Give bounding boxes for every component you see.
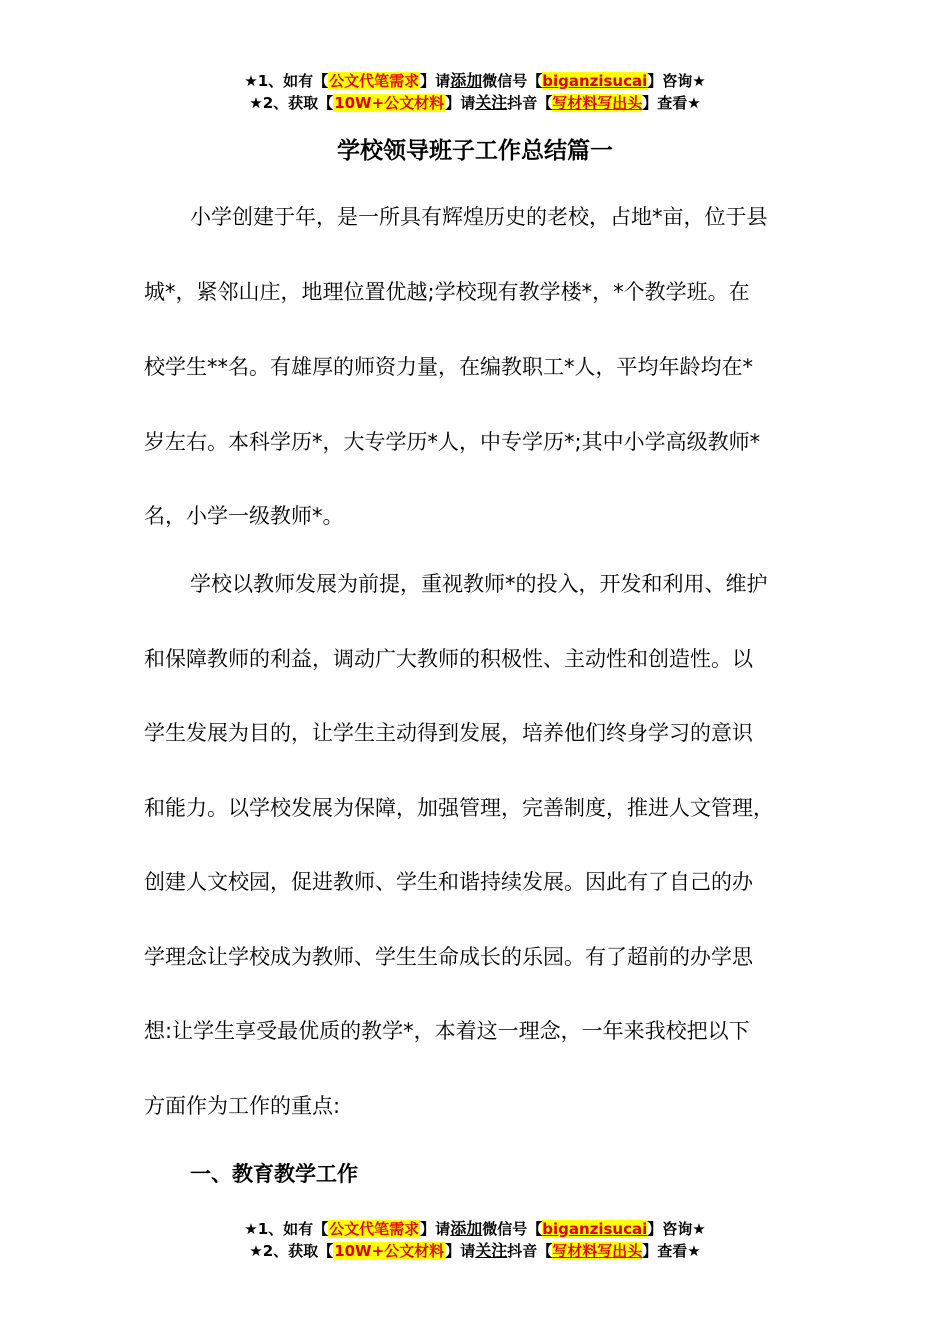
wechat-id-link[interactable]: biganzisucai: [542, 1220, 648, 1238]
banner-text: ★1、如有【: [244, 1220, 329, 1238]
paragraph-line: 岁左右。本科学历*，大专学历*人，中专学历*;其中小学高级教师*: [144, 430, 761, 454]
banner-text: 】请: [445, 1242, 476, 1260]
banner-line-1: [0, 70, 950, 92]
paragraph-line: 创建人文校园，促进教师、学生和谐持续发展。因此有了自己的办: [144, 870, 753, 894]
banner-line-2: [0, 92, 950, 114]
banner-text: 】查看★: [642, 1242, 701, 1260]
highlight-materials: 10W+公文材料: [334, 1242, 445, 1260]
banner-text: 微信号【: [482, 1220, 543, 1238]
banner-text: ★2、获取【: [249, 1242, 334, 1260]
banner-emphasis: 关注: [475, 93, 508, 112]
banner-emphasis: 添加: [450, 1219, 483, 1238]
banner-text: 抖音【: [507, 1242, 553, 1260]
paragraph-line: 小学创建于年，是一所具有辉煌历史的老校，占地*亩，位于县: [190, 205, 768, 229]
paragraph-line: 名，小学一级教师*。: [144, 504, 344, 528]
document-title: 学校领导班子工作总结篇一: [337, 138, 613, 164]
banner-emphasis: 添加: [450, 71, 483, 90]
paragraph-line: 学生发展为目的，让学生主动得到发展，培养他们终身学习的意识: [144, 721, 753, 745]
banner-text: ★2、获取【: [249, 94, 334, 112]
paragraph-line: 方面作为工作的重点:: [144, 1094, 341, 1118]
highlight-ghostwriting: 公文代笔需求: [329, 1220, 420, 1238]
paragraph-line: 校学生**名。有雄厚的师资力量，在编教职工*人，平均年龄均在*: [144, 355, 753, 379]
banner-text: 】咨询★: [647, 1220, 706, 1238]
banner-text: 】请: [420, 1220, 451, 1238]
banner-text: 】查看★: [642, 94, 701, 112]
banner-line-1: [0, 1218, 950, 1240]
paragraph-line: 想:让学生享受最优质的教学*，本着这一理念，一年来我校把以下: [144, 1019, 750, 1043]
banner-text: 】咨询★: [647, 72, 706, 90]
paragraph-line: 和能力。以学校发展为保障，加强管理，完善制度，推进人文管理，: [144, 796, 774, 820]
paragraph-line: 学校以教师发展为前提，重视教师*的投入，开发和利用、维护: [190, 572, 768, 596]
bottom-banner: [0, 1218, 950, 1262]
highlight-ghostwriting: 公文代笔需求: [329, 72, 420, 90]
banner-text: 微信号【: [482, 72, 543, 90]
section-heading: 一、教育教学工作: [190, 1162, 358, 1186]
wechat-id-link[interactable]: biganzisucai: [542, 72, 648, 90]
banner-emphasis: 关注: [475, 1241, 508, 1260]
banner-text: 】请: [420, 72, 451, 90]
douyin-account-link[interactable]: 写材料写出头: [552, 94, 643, 112]
banner-text: ★1、如有【: [244, 72, 329, 90]
banner-text: 抖音【: [507, 94, 553, 112]
banner-text: 】请: [445, 94, 476, 112]
douyin-account-link[interactable]: 写材料写出头: [552, 1242, 643, 1260]
paragraph-line: 和保障教师的利益，调动广大教师的积极性、主动性和创造性。以: [144, 647, 753, 671]
highlight-materials: 10W+公文材料: [334, 94, 445, 112]
paragraph-line: 城*，紧邻山庄，地理位置优越;学校现有教学楼*，*个教学班。在: [144, 280, 750, 304]
banner-line-2: [0, 1240, 950, 1262]
paragraph-line: 学理念让学校成为教师、学生生命成长的乐园。有了超前的办学思: [144, 945, 753, 969]
top-banner: [0, 70, 950, 114]
